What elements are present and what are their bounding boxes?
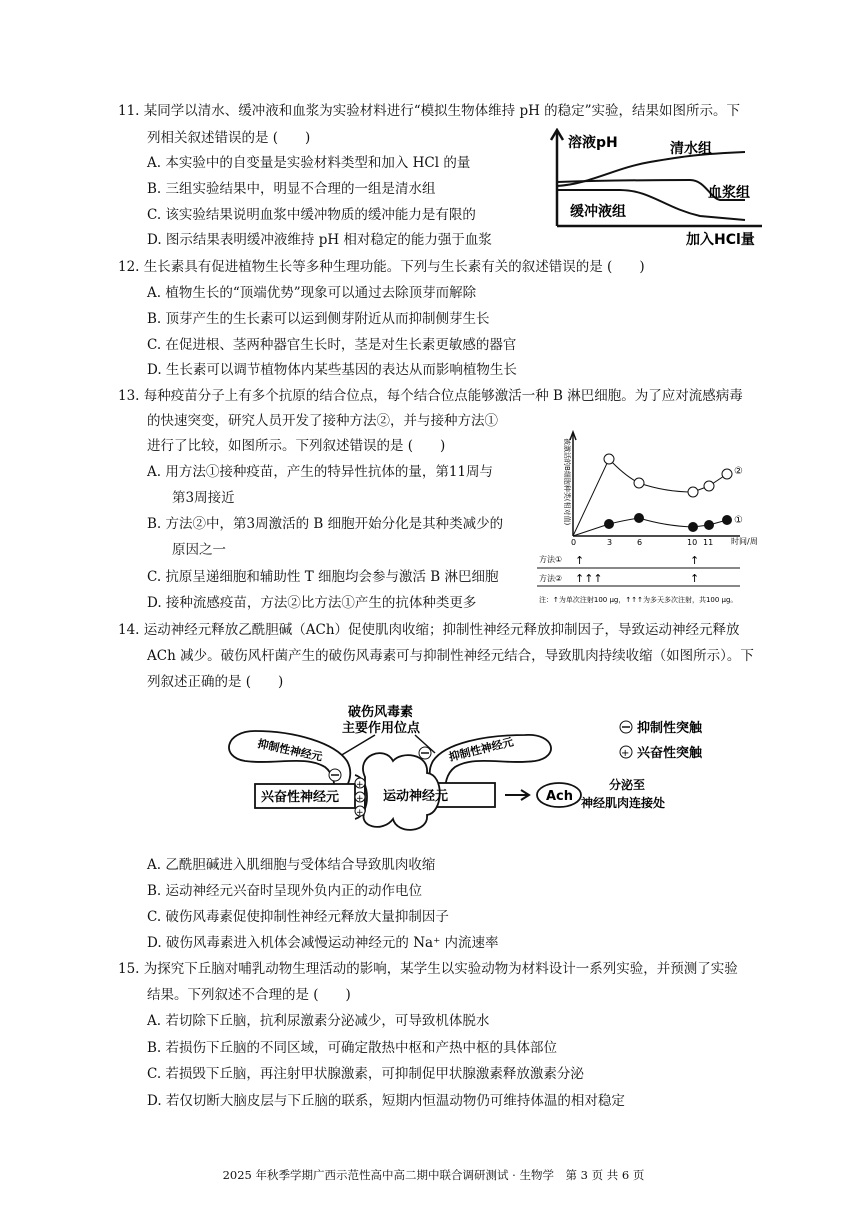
- q12-stem: 12. 生长素具有促进植物生长等多种生理功能。下列与生长素有关的叙述错误的是 ( ): [118, 259, 645, 275]
- q13-xtick-10: 10: [687, 538, 698, 547]
- q14-secrete-label: 分泌至: [609, 778, 646, 792]
- q13-xtick-0: 0: [571, 538, 577, 547]
- q12-option-b: B. 顶芽产生的生长素可以运到侧芽附近从而抑制侧芽生长: [147, 311, 490, 327]
- q14-stem: 14. 运动神经元释放乙酰胆碱（ACh）促使肌肉收缩；抑制性神经元释放抑制因子，导致运动神经元释放: [118, 622, 740, 638]
- q11-x-label: 加入HCl量: [686, 232, 755, 248]
- q13-method1-label: 方法①: [539, 555, 563, 564]
- q13-series2-line: [573, 459, 727, 536]
- q12-option-c: C. 在促进根、茎两种器官生长时，茎是对生长素更敏感的器官: [147, 337, 517, 353]
- q13-s2-point: [704, 481, 714, 491]
- q13-option-b: B. 方法②中，第3周激活的 B 细胞开始分化是其种类减少的: [147, 516, 504, 532]
- q14-inhib-right-label: 抑制性神经元: [447, 735, 515, 764]
- q13-option-a: A. 用方法①接种疫苗，产生的特异性抗体的量，第11周与: [147, 464, 494, 480]
- q14-option-c: C. 破伤风毒素促使抑制性神经元释放大量抑制因子: [147, 909, 449, 925]
- q13-series2-label: ②: [734, 466, 743, 477]
- q15-option-c: C. 若损毁下丘脑，再注射甲状腺激素，可抑制促甲状腺激素释放激素分泌: [147, 1066, 584, 1082]
- inhibitory-synapse-icon: [419, 747, 431, 759]
- q11-buffer-label: 缓冲液组: [570, 204, 626, 220]
- q11-option-c: C. 该实验结果说明血浆中缓冲物质的缓冲能力是有限的: [147, 207, 476, 223]
- q13-option-c: C. 抗原呈递细胞和辅助性 T 细胞均会参与激活 B 淋巴细胞: [147, 569, 499, 585]
- q14-stem-cont: ACh 减少。破伤风杆菌产生的破伤风毒素可与抑制性神经元结合，导致肌肉持续收缩（如图所示）。下: [147, 648, 754, 664]
- q14-stem-cont2: 列叙述正确的是 ( ): [147, 674, 284, 690]
- q11-option-b: B. 三组实验结果中，明显不合理的一组是清水组: [147, 181, 436, 197]
- q15-option-b: B. 若损伤下丘脑的不同区域，可确定散热中枢和产热中枢的具体部位: [147, 1040, 558, 1056]
- q11-option-d: D. 图示结果表明缓冲液维持 pH 相对稳定的能力强于血浆: [147, 232, 492, 248]
- q14-option-d: D. 破伤风毒素进入机体会减慢运动神经元的 Na⁺ 内流速率: [147, 935, 499, 951]
- q13-xtick-3: 3: [607, 538, 613, 547]
- q14-inhib-left-label: 抑制性神经元: [256, 737, 324, 764]
- q13-option-b-cont: 原因之一: [172, 542, 226, 558]
- q13-stem: 13. 每种疫苗分子上有多个抗原的结合位点，每个结合位点能够激活一种 B 淋巴细胞。为了应对流感病毒: [118, 388, 743, 404]
- q13-s2-point: [722, 469, 732, 479]
- q13-xtick-11: 11: [703, 538, 714, 547]
- inhibitory-synapse-icon: [620, 721, 632, 733]
- q15-option-d: D. 若仅切断大脑皮层与下丘脑的联系，短期内恒温动物仍可维持体温的相对稳定: [147, 1093, 625, 1109]
- page-footer: 2025 年秋季学期广西示范性高中高二期中联合调研测试 · 生物学 第 3 页 共 6 页: [222, 1168, 645, 1182]
- q13-xtick-6: 6: [637, 538, 643, 547]
- up-arrow-icon: ↑: [690, 572, 700, 585]
- q15-option-a: A. 若切除下丘脑，抗利尿激素分泌减少，可导致机体脱水: [147, 1013, 490, 1029]
- q14-excit-label: 兴奋性神经元: [261, 790, 340, 805]
- inhibitory-synapse-icon: [329, 769, 341, 781]
- svg-text:+: +: [356, 808, 364, 818]
- q13-bcell-figure: [535, 426, 775, 608]
- q13-s2-point: [634, 478, 644, 488]
- q12-option-a: A. 植物生长的“顶端优势”现象可以通过去除顶芽而解除: [147, 285, 477, 301]
- q13-series1-label: ①: [734, 515, 743, 526]
- q13-s1-point: [704, 520, 714, 530]
- q13-x-label: 时间/周: [731, 537, 758, 546]
- q14-legend-inhib: 抑制性突触: [637, 721, 703, 736]
- svg-text:+: +: [356, 780, 364, 790]
- q11-ph-figure: [540, 128, 770, 250]
- q11-stem: 11. 某同学以清水、缓冲液和血浆为实验材料进行“模拟生物体维持 pH 的稳定”实验，结果如图所示。下: [118, 103, 741, 119]
- q11-y-label: 溶液pH: [568, 135, 618, 151]
- q15-stem-cont: 结果。下列叙述不合理的是 ( ): [147, 987, 351, 1003]
- q13-method2-label: 方法②: [539, 574, 563, 583]
- q13-s1-point: [604, 519, 614, 529]
- up-arrow-icon: ↑: [690, 554, 700, 567]
- excitatory-synapse-icon: [620, 746, 632, 759]
- q13-series1-line: [573, 518, 727, 536]
- excitatory-synapse-icon: [355, 778, 365, 790]
- q11-stem-cont: 列相关叙述错误的是 ( ): [147, 130, 311, 146]
- q13-s1-point: [634, 513, 644, 523]
- q13-s1-point: [722, 515, 732, 525]
- q11-water-label: 清水组: [670, 141, 712, 157]
- q11-plasma-label: 血浆组: [708, 185, 750, 201]
- q14-ach-label: Ach: [546, 789, 574, 804]
- svg-text:+: +: [621, 748, 630, 759]
- svg-text:+: +: [356, 794, 364, 804]
- q14-toxin-site-label: 主要作用位点: [342, 721, 421, 736]
- up-arrow-icon: ↑↑↑: [575, 572, 603, 585]
- excitatory-synapse-icon: [355, 806, 365, 818]
- q13-s1-point: [688, 522, 698, 532]
- q13-s2-point: [604, 454, 614, 464]
- q13-stem-cont2: 进行了比较，如图所示。下列叙述错误的是 ( ): [147, 438, 446, 454]
- q13-figure-note: 注：↑为单次注射100 μg，↑↑↑为多天多次注射，共100 μg。: [539, 596, 738, 604]
- up-arrow-icon: ↑: [575, 554, 585, 567]
- q14-option-b: B. 运动神经元兴奋时呈现外负内正的动作电位: [147, 883, 423, 899]
- q13-stem-cont: 的快速突变，研究人员开发了接种方法②，并与接种方法①: [147, 413, 498, 429]
- q12-option-d: D. 生长素可以调节植物体内某些基因的表达从而影响植物生长: [147, 362, 517, 378]
- q14-toxin-label: 破伤风毒素: [348, 705, 414, 720]
- q13-s2-point: [688, 487, 698, 497]
- excitatory-synapse-icon: [355, 792, 365, 804]
- q14-neuron-figure: [215, 695, 735, 845]
- q13-option-a-cont: 第3周接近: [172, 490, 235, 506]
- q13-y-label: 被激活的B细胞种类(相对值): [563, 438, 571, 526]
- q15-stem: 15. 为探究下丘脑对哺乳动物生理活动的影响，某学生以实验动物为材料设计一系列实验，并预测了实验: [118, 961, 738, 977]
- q13-option-d: D. 接种流感疫苗，方法②比方法①产生的抗体种类更多: [147, 595, 477, 611]
- q14-secrete-label-2: 神经肌肉连接处: [581, 796, 666, 810]
- q14-option-a: A. 乙酰胆碱进入肌细胞与受体结合导致肌肉收缩: [147, 857, 436, 873]
- q14-legend-excit: 兴奋性突触: [637, 746, 703, 761]
- q11-option-a: A. 本实验中的自变量是实验材料类型和加入 HCl 的量: [147, 155, 471, 171]
- q14-motor-label: 运动神经元: [383, 789, 449, 804]
